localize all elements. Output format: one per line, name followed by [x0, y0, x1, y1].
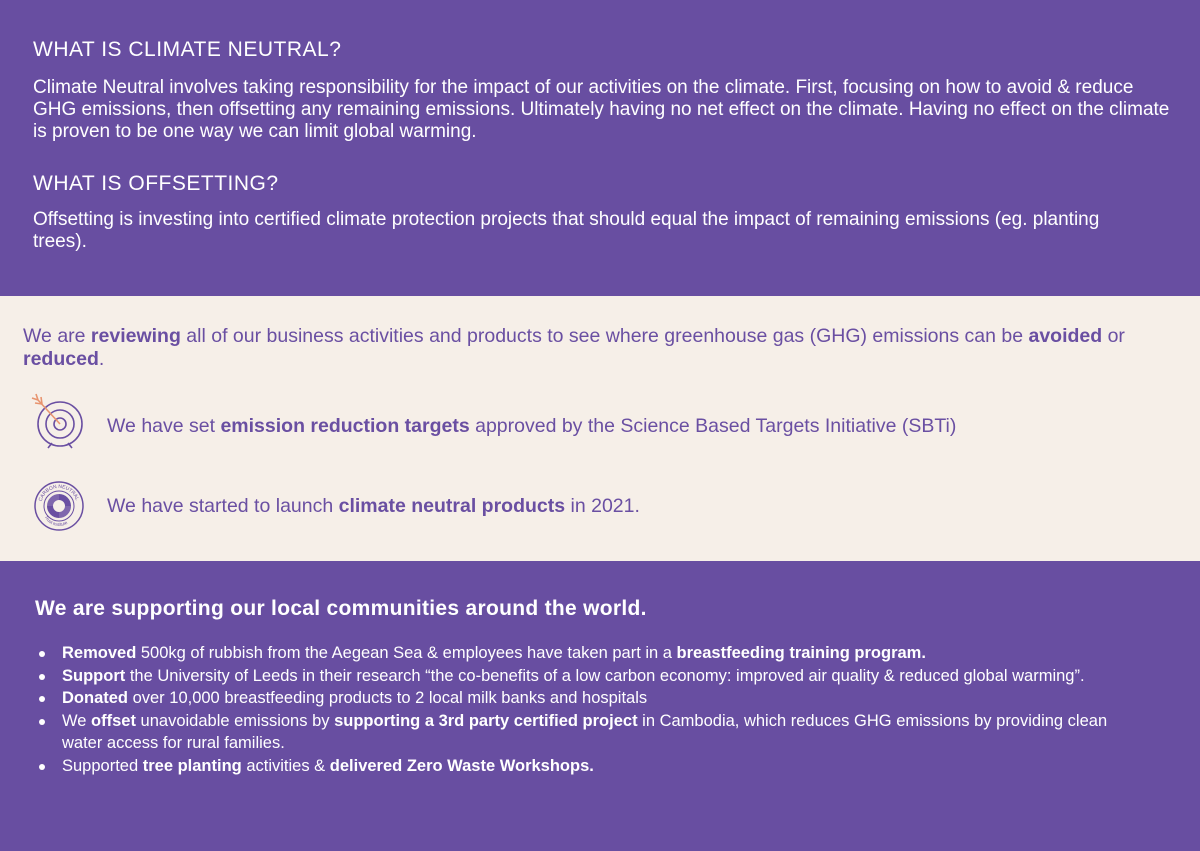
list-item: We offset unavoidable emissions by supporting a 3rd party certified project in Cambodia, which reduces GHG emissions by providing clean water access for rural families.	[36, 710, 1136, 755]
list-item: Removed 500kg of rubbish from the Aegean Sea & employees have taken part in a breastfeeding training program.	[36, 642, 1136, 665]
climate-neutral-text: Climate Neutral involves taking responsibility for the impact of our activities on the climate. First, focusing on how to avoid & reduce GHG emissions, then offsetting any remaining emissions. Ultimately having no net effect on the climate. Having no effect on the climate is proven to be one way we can limit global warming.	[33, 77, 1170, 142]
list-item: Support the University of Leeds in their research “the co-benefits of a low carbon economy: improved air quality & reduced global warming”.	[36, 665, 1136, 688]
communities-heading: We are supporting our local communities around the world.	[35, 597, 647, 620]
offsetting-text: Offsetting is investing into certified climate protection projects that should equal the impact of remaining emissions (eg. planting trees).	[33, 209, 1100, 252]
commitments-section	[0, 296, 1200, 561]
svg-text:CARBON NEUTRAL: CARBON NEUTRAL	[37, 483, 80, 503]
svg-text:Trust Institute: Trust Institute	[43, 514, 69, 528]
targets-statement: We have set emission reduction targets approved by the Science Based Targets Initiative (SBTi)	[107, 415, 957, 437]
reviewing-statement: We are reviewing all of our business activities and products to see where greenhouse gas (GHG) emissions can be avoided or reduced.	[23, 325, 1125, 370]
list-item: Supported tree planting activities & delivered Zero Waste Workshops.	[36, 755, 1136, 778]
carbon-neutral-badge-icon	[33, 480, 85, 532]
climate-neutral-heading: WHAT IS CLIMATE NEUTRAL?	[33, 38, 342, 61]
communities-list	[36, 642, 1136, 777]
products-statement: We have started to launch climate neutral products in 2021.	[107, 495, 640, 517]
list-item: Donated over 10,000 breastfeeding products to 2 local milk banks and hospitals	[36, 687, 1136, 710]
target-icon	[28, 390, 88, 452]
definitions-section	[0, 0, 1200, 296]
communities-section	[0, 561, 1200, 851]
offsetting-heading: WHAT IS OFFSETTING?	[33, 172, 279, 195]
